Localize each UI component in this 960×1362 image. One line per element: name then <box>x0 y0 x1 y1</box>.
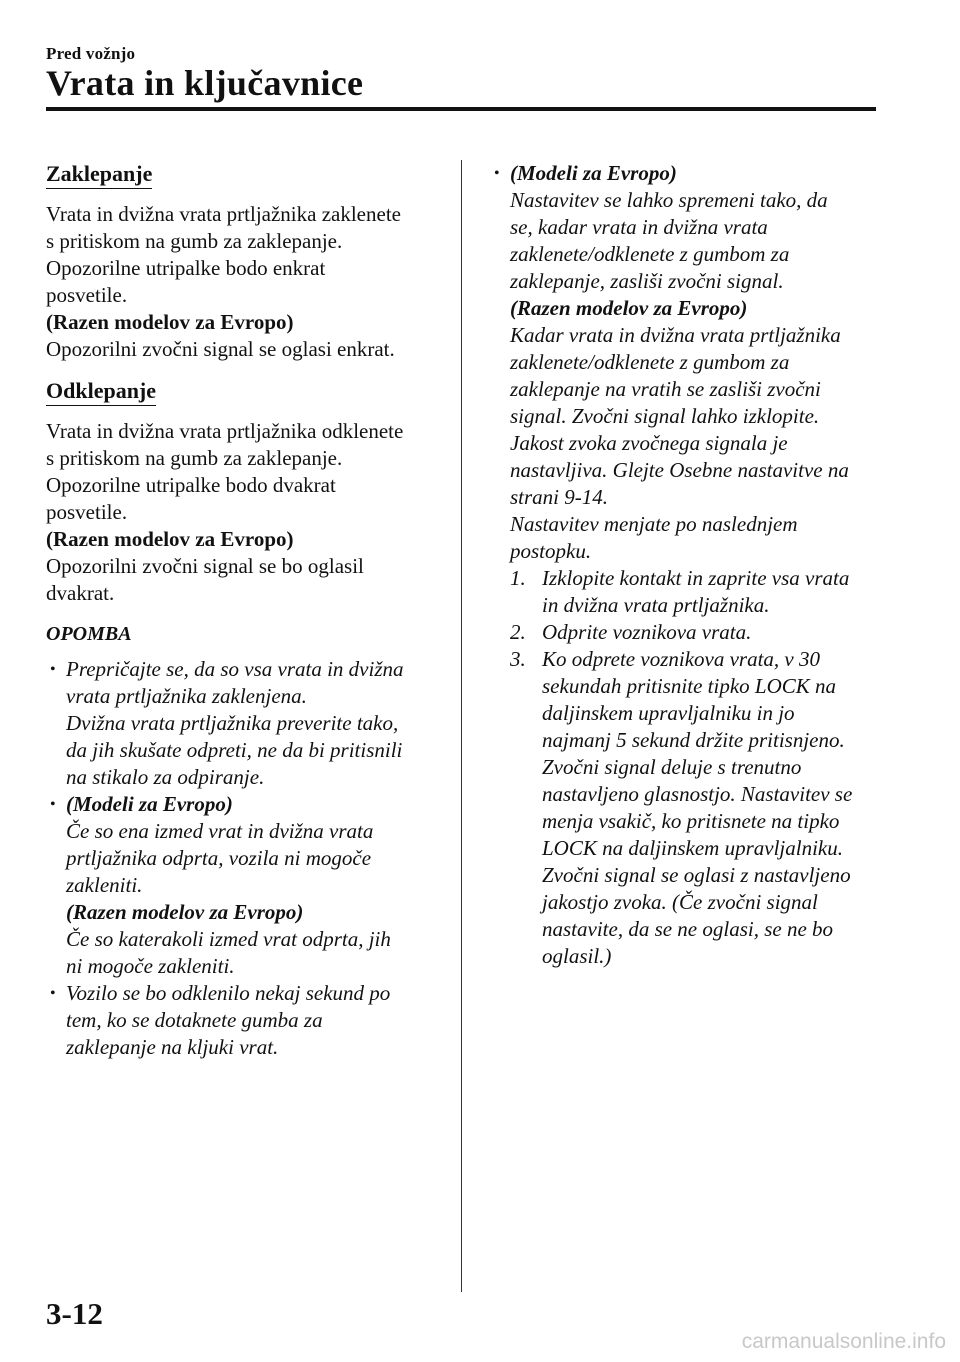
text-line: dvakrat. <box>46 581 115 605</box>
text-line: signal. Zvočni signal lahko izklopite. <box>510 404 820 428</box>
subheading: (Razen modelov za Evropo) <box>46 527 294 551</box>
text-line: menja vsakič, ko pritisnete na tipko <box>542 809 840 833</box>
page-title: Vrata in ključavnice <box>46 63 364 103</box>
text-line: prtljažnika odprta, vozila ni mogoče <box>66 846 372 870</box>
text-line: Vozilo se bo odklenilo nekaj sekund po <box>66 981 391 1005</box>
right-column <box>490 160 890 970</box>
section-heading-zaklepanje: Zaklepanje <box>46 160 152 189</box>
text-line: Opozorilne utripalke bodo enkrat <box>46 256 326 280</box>
text-line: zaklepanje, zasliši zvočni signal. <box>510 269 784 293</box>
subheading: (Modeli za Evropo) <box>66 792 233 816</box>
text-line: zakleniti. <box>66 873 143 897</box>
bullet-icon: • <box>50 985 56 1002</box>
text-line: Če so ena izmed vrat in dvižna vrata <box>66 819 374 843</box>
watermark: carmanualsonline.info <box>741 1330 946 1353</box>
note-bullet <box>46 791 442 980</box>
text-line: tem, ko se dotaknete gumba za <box>66 1008 323 1032</box>
text-line: Zvočni signal se oglasi z nastavljeno <box>542 863 851 887</box>
text-line: Zvočni signal deluje s trenutno <box>542 755 802 779</box>
text-line: s pritiskom na gumb za zaklepanje. <box>46 229 343 253</box>
procedure-steps <box>510 565 890 970</box>
text-line: se, kadar vrata in dvižna vrata <box>510 215 768 239</box>
text-line: Če so katerakoli izmed vrat odprta, jih <box>66 927 391 951</box>
subheading: (Razen modelov za Evropo) <box>66 900 304 924</box>
section-odklepanje <box>46 377 442 607</box>
subheading: (Modeli za Evropo) <box>510 161 677 185</box>
text-line: strani 9-14. <box>510 485 609 509</box>
text-line: sekundah pritisnite tipko LOCK na <box>542 674 836 698</box>
text-line: Opozorilni zvočni signal se bo oglasil <box>46 554 364 578</box>
text-line: zaklenete/odklenete z gumbom za <box>510 350 790 374</box>
step-number: 1. <box>510 566 526 590</box>
text-line: Odprite voznikova vrata. <box>542 620 752 644</box>
column-divider <box>461 160 462 1292</box>
text-line: Prepričajte se, da so vsa vrata in dvižna <box>66 657 404 681</box>
section-zaklepanje <box>46 160 442 363</box>
bullet-icon: • <box>50 796 56 813</box>
text-line: Kadar vrata in dvižna vrata prtljažnika <box>510 323 841 347</box>
text-line: zaklenete/odklenete z gumbom za <box>510 242 790 266</box>
subheading: (Razen modelov za Evropo) <box>510 296 748 320</box>
text-line: zaklepanje na kljuki vrat. <box>66 1035 279 1059</box>
text-line: vrata prtljažnika zaklenjena. <box>66 684 307 708</box>
note-bullet <box>490 160 890 970</box>
text-line: najmanj 5 sekund držite pritisnjeno. <box>542 728 845 752</box>
text-line: oglasil.) <box>542 944 612 968</box>
text-line: s pritiskom na gumb za zaklepanje. <box>46 446 343 470</box>
text-line: nastavljeno glasnostjo. Nastavitev se <box>542 782 853 806</box>
text-line: Nastavitev se lahko spremeni tako, da <box>510 188 828 212</box>
left-column <box>46 160 442 1061</box>
text-line: da jih skušate odpreti, ne da bi pritisnili <box>66 738 403 762</box>
step-number: 3. <box>510 647 526 671</box>
text-line: na stikalo za odpiranje. <box>66 765 265 789</box>
text-line: Izklopite kontakt in zaprite vsa vrata <box>542 566 850 590</box>
page-number: 3-12 <box>46 1296 103 1331</box>
text-line: in dvižna vrata prtljažnika. <box>542 593 770 617</box>
subheading: (Razen modelov za Evropo) <box>46 310 294 334</box>
text-line: posvetile. <box>46 500 128 524</box>
text-line: nastavljiva. Glejte Osebne nastavitve na <box>510 458 849 482</box>
note-bullet <box>46 656 442 791</box>
text-line: LOCK na daljinskem upravljalniku. <box>542 836 843 860</box>
procedure-step <box>510 619 890 646</box>
procedure-step <box>510 565 890 619</box>
step-number: 2. <box>510 620 526 644</box>
text-line: Jakost zvoka zvočnega signala je <box>510 431 788 455</box>
bullet-icon: • <box>494 165 500 182</box>
section-heading-odklepanje: Odklepanje <box>46 377 156 406</box>
text-line: Vrata in dvižna vrata prtljažnika odklenete <box>46 419 404 443</box>
text-line: jakostjo zvoka. (Če zvočni signal <box>542 890 818 914</box>
text-line: posvetile. <box>46 283 128 307</box>
procedure-step <box>510 646 890 970</box>
text-line: nastavite, da se ne oglasi, se ne bo <box>542 917 834 941</box>
text-line: Dvižna vrata prtljažnika preverite tako, <box>66 711 399 735</box>
text-line: ni mogoče zakleniti. <box>66 954 235 978</box>
text-line: postopku. <box>510 539 592 563</box>
text-line: Ko odprete voznikova vrata, v 30 <box>542 647 820 671</box>
note-heading: OPOMBA <box>46 623 132 645</box>
text-line: Vrata in dvižna vrata prtljažnika zaklenete <box>46 202 401 226</box>
text-line: Opozorilni zvočni signal se oglasi enkrat. <box>46 337 395 361</box>
note-block <box>46 621 442 1061</box>
text-line: zaklepanje na vratih se zasliši zvočni <box>510 377 821 401</box>
header-rule <box>46 107 876 111</box>
bullet-icon: • <box>50 661 56 678</box>
text-line: Nastavitev menjate po naslednjem <box>510 512 798 536</box>
text-line: daljinskem upravljalniku in jo <box>542 701 795 725</box>
note-bullet <box>46 980 442 1061</box>
header-section-label: Pred vožnjo <box>46 44 136 63</box>
text-line: Opozorilne utripalke bodo dvakrat <box>46 473 336 497</box>
